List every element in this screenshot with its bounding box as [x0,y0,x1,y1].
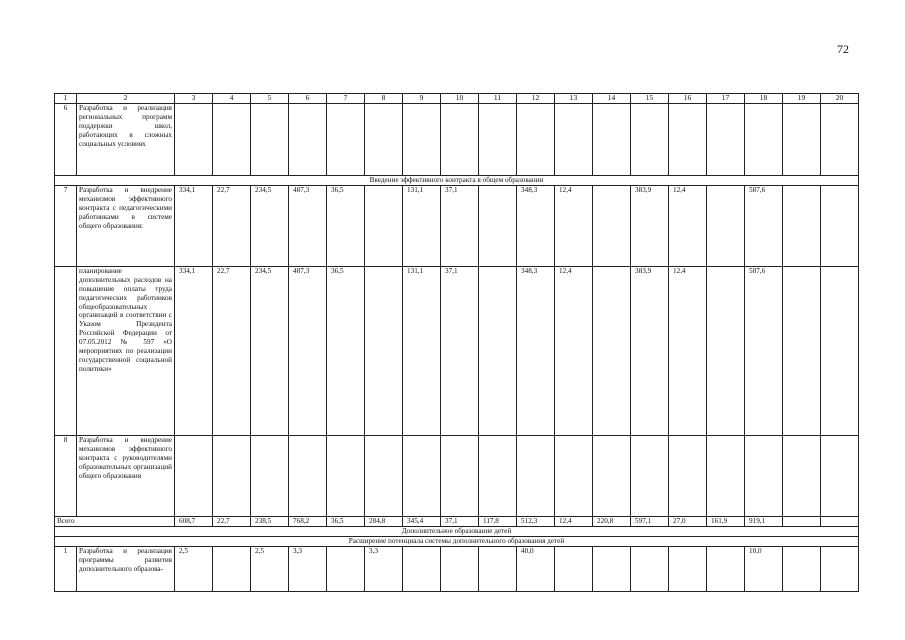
value-cell [327,104,365,176]
value-cell [365,185,403,266]
row-index: 7 [55,185,77,266]
value-cell [821,546,859,591]
section-title: Расширение потенциала системы дополнительного образования детей [55,536,859,546]
value-cell: 12,4 [669,266,707,435]
value-cell: 36,5 [327,266,365,435]
value-cell: 512,3 [517,516,555,526]
value-cell [821,185,859,266]
value-cell: 37,1 [441,516,479,526]
value-cell: 12,4 [555,266,593,435]
value-cell: 608,7 [175,516,213,526]
value-cell: 12,4 [555,516,593,526]
value-cell: 40,0 [517,546,555,591]
value-cell [441,546,479,591]
value-cell: 161,9 [707,516,745,526]
value-cell [327,435,365,516]
row-index: 6 [55,104,77,176]
value-cell: 238,5 [251,516,289,526]
header-cell: 5 [251,94,289,104]
table-row [55,266,859,435]
value-cell: 587,6 [745,266,783,435]
value-cell: 3,3 [365,546,403,591]
header-cell: 16 [669,94,707,104]
value-cell: 587,6 [745,185,783,266]
section-title: Дополнительное образование детей [55,526,859,536]
value-cell [213,546,251,591]
page-number: 72 [837,42,849,56]
value-cell [593,104,631,176]
value-cell: 36,5 [327,516,365,526]
row-description: Разработка и реализация региональных программ поддержки школ, работающих в сложных социальных условиях [77,104,175,176]
value-cell [479,266,517,435]
total-row [55,516,859,526]
value-cell [479,546,517,591]
value-cell [669,435,707,516]
value-cell: 383,9 [631,185,669,266]
value-cell: 768,2 [289,516,327,526]
value-cell: 117,8 [479,516,517,526]
value-cell [175,104,213,176]
header-cell: 1 [55,94,77,104]
value-cell [175,435,213,516]
value-cell: 348,3 [517,185,555,266]
value-cell [821,516,859,526]
value-cell [631,104,669,176]
value-cell [403,435,441,516]
header-cell: 8 [365,94,403,104]
header-cell: 7 [327,94,365,104]
value-cell: 22,7 [213,516,251,526]
section-row [55,176,859,186]
value-cell [631,435,669,516]
header-cell: 14 [593,94,631,104]
value-cell [783,104,821,176]
value-cell: 22,7 [213,266,251,435]
value-cell [593,185,631,266]
section-row [55,526,859,536]
header-cell: 15 [631,94,669,104]
value-cell [707,435,745,516]
value-cell: 334,1 [175,266,213,435]
header-row [55,94,859,104]
value-cell [821,266,859,435]
row-description: Разработка и реализация программы развития дополнительного образова- [77,546,175,591]
value-cell: 131,1 [403,185,441,266]
value-cell [479,435,517,516]
value-cell [251,435,289,516]
value-cell [745,104,783,176]
value-cell: 220,8 [593,516,631,526]
value-cell: 597,1 [631,516,669,526]
value-cell [745,435,783,516]
header-cell: 2 [77,94,175,104]
budget-table [54,93,859,592]
table-row [55,435,859,516]
value-cell: 334,1 [175,185,213,266]
value-cell [821,104,859,176]
value-cell: 27,0 [669,516,707,526]
value-cell [289,104,327,176]
value-cell [517,435,555,516]
value-cell [821,435,859,516]
value-cell [403,546,441,591]
value-cell [555,435,593,516]
row-description: Разработка и внедрение механизмов эффективного контракта с руководителями образовательных организаций общего образования [77,435,175,516]
value-cell: 22,7 [213,185,251,266]
header-cell: 10 [441,94,479,104]
value-cell: 383,9 [631,266,669,435]
value-cell [783,185,821,266]
value-cell [593,266,631,435]
header-cell: 4 [213,94,251,104]
header-cell: 18 [745,94,783,104]
section-row [55,536,859,546]
value-cell [403,104,441,176]
section-title: Введение эффективного контракта в общем образовании [55,176,859,186]
value-cell [669,104,707,176]
value-cell [707,185,745,266]
value-cell: 2,5 [175,546,213,591]
row-index: 8 [55,435,77,516]
value-cell: 284,8 [365,516,403,526]
value-cell [631,546,669,591]
value-cell: 36,5 [327,185,365,266]
value-cell [707,104,745,176]
value-cell: 37,1 [441,185,479,266]
value-cell [783,435,821,516]
value-cell: 2,5 [251,546,289,591]
value-cell [251,104,289,176]
value-cell: 234,5 [251,185,289,266]
value-cell [365,104,403,176]
value-cell: 487,3 [289,266,327,435]
table-row [55,546,859,591]
header-cell: 11 [479,94,517,104]
value-cell [365,435,403,516]
value-cell [479,185,517,266]
value-cell: 345,4 [403,516,441,526]
value-cell: 234,5 [251,266,289,435]
value-cell [365,266,403,435]
value-cell [213,104,251,176]
value-cell [783,546,821,591]
value-cell [593,435,631,516]
table-row [55,104,859,176]
value-cell: 919,1 [745,516,783,526]
value-cell [707,266,745,435]
value-cell [441,104,479,176]
total-label: Всего [55,516,175,526]
value-cell [327,546,365,591]
header-cell: 13 [555,94,593,104]
value-cell [555,546,593,591]
value-cell [783,516,821,526]
header-cell: 17 [707,94,745,104]
value-cell [707,546,745,591]
value-cell: 3,3 [289,546,327,591]
table-row [55,185,859,266]
value-cell: 12,4 [669,185,707,266]
header-cell: 6 [289,94,327,104]
value-cell [555,104,593,176]
header-cell: 3 [175,94,213,104]
value-cell: 12,4 [555,185,593,266]
row-index: 1 [55,546,77,591]
value-cell [213,435,251,516]
value-cell [441,435,479,516]
value-cell [289,435,327,516]
value-cell [783,266,821,435]
value-cell [593,546,631,591]
row-description: Разработка и внедрение механизмов эффективного контракта с педагогическими работниками в системе общего образования: [77,185,175,266]
value-cell: 131,1 [403,266,441,435]
value-cell: 487,3 [289,185,327,266]
value-cell: 348,3 [517,266,555,435]
value-cell: 37,1 [441,266,479,435]
table-body [55,94,859,592]
header-cell: 20 [821,94,859,104]
value-cell [517,104,555,176]
header-cell: 9 [403,94,441,104]
value-cell [669,546,707,591]
row-description: планирование дополнительных расходов на повышение оплаты труда педагогических работников общеобразовательных организаций в соответствии с Указом Президента Российской Федерации от 07.05.2012 № 597 «О мероприятиях по реализации государственной социальной политики» [77,266,175,435]
value-cell [479,104,517,176]
header-cell: 19 [783,94,821,104]
row-index [55,266,77,435]
header-cell: 12 [517,94,555,104]
value-cell: 10,0 [745,546,783,591]
